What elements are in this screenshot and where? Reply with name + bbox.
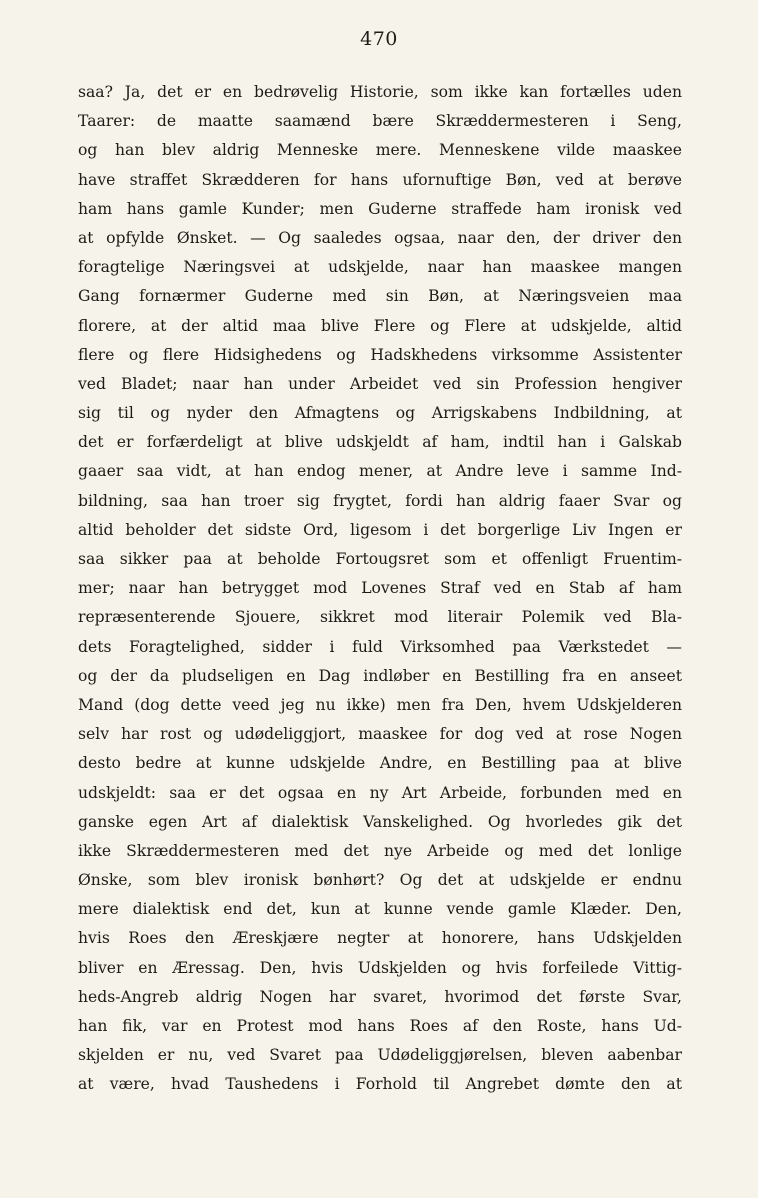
text-line: bliver en Æressag. Den, hvis Udskjelden og hvis forfeilede Vittig- (78, 958, 682, 977)
text-line: altid beholder det sidste Ord, ligesom i det borgerlige Liv Ingen er (78, 520, 682, 539)
text-line: selv har rost og udødeliggjort, maaskee for dog ved at rose Nogen (78, 725, 682, 744)
text-line: ved Bladet; naar han under Arbeidet ved sin Profession hengiver (78, 374, 682, 393)
page-number: 470 (360, 28, 398, 50)
text-line: sig til og nyder den Afmagtens og Arrigskabens Indbildning, at (78, 404, 682, 423)
text-line: have straffet Skrædderen for hans ufornuftige Bøn, ved at berøve (78, 170, 682, 189)
text-line: Taarer: de maatte saamænd bære Skræddermesteren i Seng, (78, 112, 682, 131)
text-line: ganske egen Art af dialektisk Vanskelighed. Og hvorledes gik det (78, 812, 682, 831)
text-line: ham hans gamle Kunder; men Guderne straffede ham ironisk ved (78, 199, 682, 218)
text-line: gaaer saa vidt, at han endog mener, at Andre leve i samme Ind- (78, 462, 682, 481)
text-line: han fik, var en Protest mod hans Roes af den Roste, hans Ud- (78, 1017, 682, 1035)
text-line: desto bedre at kunne udskjelde Andre, en Bestilling paa at blive (78, 754, 682, 773)
text-line: og han blev aldrig Menneske mere. Menneskene vilde maaskee (78, 141, 682, 160)
text-line: heds-Angreb aldrig Nogen har svaret, hvorimod det første Svar, (78, 987, 682, 1006)
text-line: at opfylde Ønsket. — Og saaledes ogsaa, naar den, der driver den (78, 228, 682, 247)
text-line: flere og flere Hidsighedens og Hadskhedens virksomme Assistenter (78, 345, 682, 364)
text-line: at være, hvad Taushedens i Forhold til Angrebet dømte den at (78, 1075, 682, 1094)
text-line: saa sikker paa at beholde Fortougsret som et offenligt Fruentim- (78, 550, 682, 568)
text-line: foragtelige Næringsvei at udskjelde, naar han maaskee mangen (78, 258, 682, 277)
text-line: ikke Skræddermesteren med det nye Arbeide og med det lonlige (78, 841, 682, 860)
text-line: florere, at der altid maa blive Flere og Flere at udskjelde, altid (78, 316, 682, 335)
text-line: mer; naar han betrygget mod Lovenes Straf ved en Stab af ham (78, 579, 682, 598)
text-line: bildning, saa han troer sig frygtet, fordi han aldrig faaer Svar og (78, 491, 682, 510)
text-line: Mand (dog dette veed jeg nu ikke) men fra Den, hvem Udskjelderen (78, 695, 682, 714)
text-line: saa? Ja, det er en bedrøvelig Historie, som ikke kan fortælles uden (78, 83, 682, 101)
text-line: mere dialektisk end det, kun at kunne vende gamle Klæder. Den, (78, 900, 682, 919)
text-line: skjelden er nu, ved Svaret paa Udødeliggjørelsen, bleven aabenbar (78, 1046, 682, 1065)
text-line: Ønske, som blev ironisk bønhørt? Og det at udskjelde er endnu (78, 871, 682, 890)
text-line: hvis Roes den Æreskjære negter at honorere, hans Udskjelden (78, 929, 682, 948)
text-line: og der da pludseligen en Dag indløber en Bestilling fra en anseet (78, 666, 682, 685)
body-text (78, 78, 682, 1100)
text-line: udskjeldt: saa er det ogsaa en ny Art Arbeide, forbunden med en (78, 783, 682, 802)
text-line: repræsenterende Sjouere, sikkret mod literair Polemik ved Bla- (78, 608, 682, 627)
text-line: dets Foragtelighed, sidder i fuld Virksomhed paa Værkstedet — (78, 637, 682, 656)
text-line: Gang fornærmer Guderne med sin Bøn, at Næringsveien maa (78, 287, 682, 306)
text-line: det er forfærdeligt at blive udskjeldt af ham, indtil han i Galskab (78, 433, 682, 452)
